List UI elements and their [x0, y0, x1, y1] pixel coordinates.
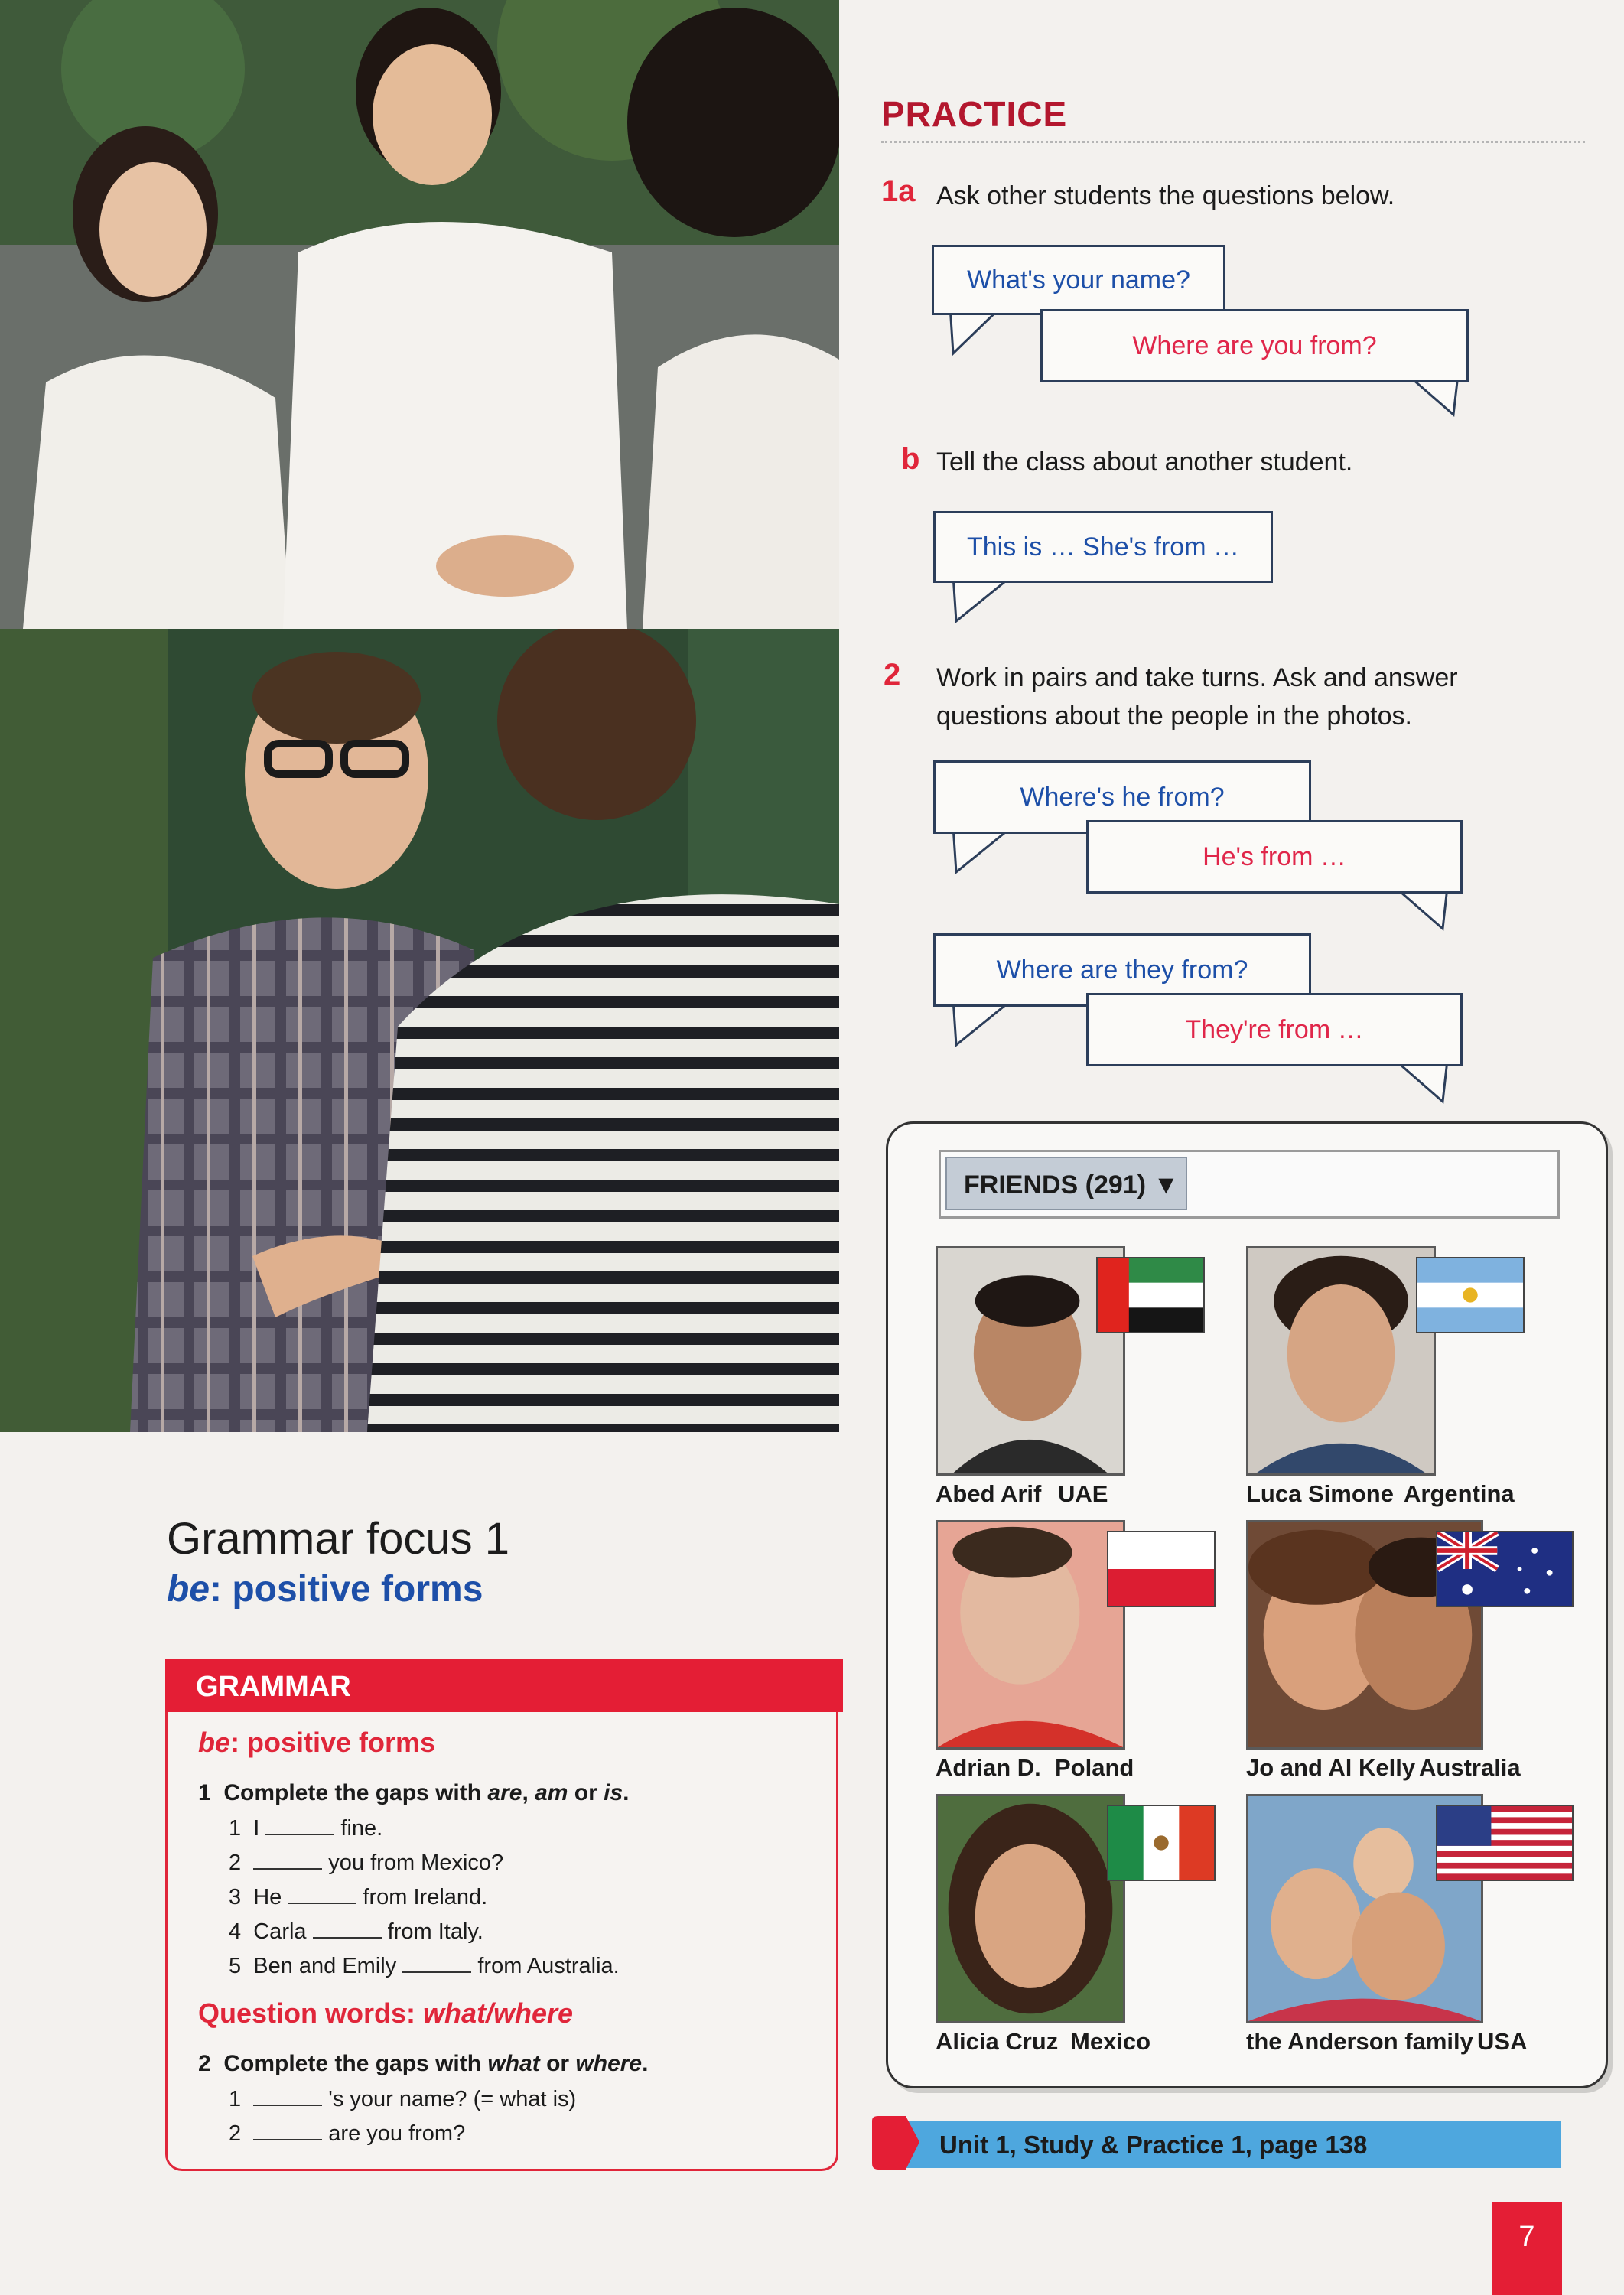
speech-bubble-name: What's your name?	[932, 245, 1225, 315]
exercise-1a-number: 1a	[881, 174, 916, 208]
exercise-1b-number: b	[901, 442, 920, 476]
gap-item-post: are you from?	[322, 2121, 466, 2146]
gap-item	[229, 1919, 483, 1945]
gap-item-post: 's your name? (= what is)	[322, 2087, 577, 2111]
page-number: 7	[1492, 2202, 1562, 2295]
gap-item	[229, 1953, 620, 1979]
grammar-focus-title: Grammar focus 1	[167, 1514, 509, 1564]
gap-item-pre: 1 I	[229, 1816, 266, 1841]
exercise-2-text-line1: Work in pairs and take turns. Ask and answer	[936, 663, 1458, 692]
instr2-where: where	[575, 2051, 643, 2076]
friend-card[interactable]	[936, 1794, 1257, 2054]
friend-photo	[936, 1794, 1125, 2023]
friend-card[interactable]	[936, 1520, 1257, 1780]
instr1-or: or	[568, 1780, 604, 1805]
section2-a: Question words:	[198, 1997, 424, 2029]
subtitle-rest: : positive forms	[210, 1569, 483, 1610]
friend-name: Alicia Cruz	[936, 2028, 1059, 2055]
friend-country: USA	[1477, 2028, 1528, 2055]
photo-two-men-handshake	[0, 629, 839, 1432]
gap-item-post: from Ireland.	[356, 1885, 488, 1909]
bubble-tail	[1392, 887, 1453, 933]
gap-item-post: from Italy.	[381, 1919, 483, 1944]
gap-item	[229, 1850, 503, 1876]
instr1-a: Complete the gaps with	[223, 1780, 488, 1805]
exercise-2-text-line2: questions about the people in the photos.	[936, 702, 1412, 731]
uae-flag-icon	[1096, 1257, 1205, 1333]
study-link-tab-icon	[872, 2116, 919, 2170]
friend-country: Australia	[1419, 1754, 1521, 1781]
friend-photo	[1246, 1246, 1436, 1476]
gap-item-post: from Australia.	[471, 1954, 620, 1978]
friend-card[interactable]	[1246, 1520, 1567, 1780]
section-rest: : positive forms	[230, 1727, 436, 1758]
speech-bubble-they-answer: They're from …	[1086, 993, 1463, 1066]
grammar-instruction-1	[198, 1780, 630, 1806]
gap-blank[interactable]	[288, 1884, 356, 1904]
gap-item	[229, 1884, 487, 1910]
gap-item	[229, 2086, 576, 2112]
exercise-2-number: 2	[884, 658, 901, 692]
gap-item-pre: 3 He	[229, 1885, 288, 1909]
usa-flag-icon	[1436, 1805, 1574, 1881]
gap-item-pre: 2	[229, 1851, 254, 1875]
friend-card[interactable]	[936, 1246, 1257, 1506]
gap-item-post: you from Mexico?	[322, 1851, 504, 1875]
friend-card[interactable]	[1246, 1246, 1567, 1506]
gap-item	[229, 1815, 382, 1841]
gap-blank[interactable]	[253, 2086, 322, 2106]
gap-item-pre: 5 Ben and Emily	[229, 1954, 403, 1978]
friend-name: Jo and Al Kelly	[1246, 1754, 1416, 1781]
speech-bubble-this-is: This is … She's from …	[933, 511, 1273, 583]
practice-title: PRACTICE	[881, 94, 1068, 134]
instr2-a: Complete the gaps with	[223, 2051, 488, 2076]
photo-three-friends	[0, 0, 839, 629]
instr2-what: what	[487, 2051, 540, 2076]
poland-flag-icon	[1107, 1531, 1216, 1607]
friend-name: Adrian D.	[936, 1754, 1041, 1781]
friend-country: UAE	[1058, 1480, 1108, 1507]
friends-panel	[886, 1121, 1608, 2088]
gap-item-pre: 4 Carla	[229, 1919, 313, 1944]
instr2-end: .	[642, 2051, 649, 2076]
mexico-flag-icon	[1107, 1805, 1216, 1881]
gap-blank[interactable]	[253, 1850, 322, 1870]
grammar-section-be-positive	[198, 1727, 435, 1759]
friend-country: Mexico	[1070, 2028, 1151, 2055]
gap-item-pre: 1	[229, 2087, 254, 2111]
friend-name: Abed Arif	[936, 1480, 1042, 1507]
gap-blank[interactable]	[313, 1919, 382, 1939]
friend-country: Poland	[1055, 1754, 1134, 1781]
australia-flag-icon	[1436, 1531, 1574, 1607]
friend-photo	[936, 1520, 1125, 1750]
friend-card[interactable]	[1246, 1794, 1567, 2054]
speech-bubble-he-question: Where's he from?	[933, 760, 1311, 834]
instr1-am: am	[535, 1780, 568, 1805]
instr1-is: is	[604, 1780, 623, 1805]
grammar-header: GRAMMAR	[165, 1659, 843, 1712]
speech-bubble-he-answer: He's from …	[1086, 820, 1463, 894]
bubble-tail	[949, 999, 1017, 1053]
instr1-comma: ,	[522, 1780, 535, 1805]
argentina-flag-icon	[1416, 1257, 1525, 1333]
section2-b: what/where	[423, 1997, 574, 2029]
gap-item	[229, 2121, 465, 2147]
speech-bubble-where-from: Where are you from?	[1040, 309, 1469, 382]
bubble-tail	[1392, 1060, 1453, 1106]
speech-bubble-they-question: Where are they from?	[933, 933, 1311, 1007]
bubble-tail	[949, 575, 1017, 629]
instr1-num: 1	[198, 1780, 211, 1805]
grammar-focus-subtitle	[167, 1568, 483, 1610]
friends-toolbar	[939, 1150, 1560, 1219]
grammar-section-question-words	[198, 1997, 573, 2030]
friend-name: Luca Simone	[1246, 1480, 1394, 1507]
instr2-or: or	[539, 2051, 576, 2076]
friend-name: the Anderson family	[1246, 2028, 1473, 2055]
instr1-are: are	[487, 1780, 522, 1805]
practice-divider	[881, 141, 1585, 143]
gap-blank[interactable]	[253, 2121, 322, 2140]
friend-country: Argentina	[1404, 1480, 1515, 1507]
bubble-tail	[949, 826, 1017, 880]
exercise-1a-text: Ask other students the questions below.	[936, 181, 1395, 210]
subtitle-be: be	[167, 1569, 210, 1610]
grammar-box	[165, 1659, 838, 2171]
gap-item-post: fine.	[334, 1816, 383, 1841]
instr2-num: 2	[198, 2051, 211, 2076]
study-practice-link[interactable]: Unit 1, Study & Practice 1, page 138	[875, 2121, 1561, 2168]
gap-item-pre: 2	[229, 2121, 254, 2146]
gap-blank[interactable]	[265, 1815, 334, 1835]
section-be: be	[198, 1727, 231, 1758]
exercise-1b-text: Tell the class about another student.	[936, 448, 1353, 477]
instr1-end: .	[623, 1780, 630, 1805]
gap-blank[interactable]	[402, 1953, 471, 1973]
friends-dropdown-button[interactable]: FRIENDS (291) ▼	[945, 1157, 1187, 1210]
grammar-instruction-2	[198, 2051, 648, 2077]
